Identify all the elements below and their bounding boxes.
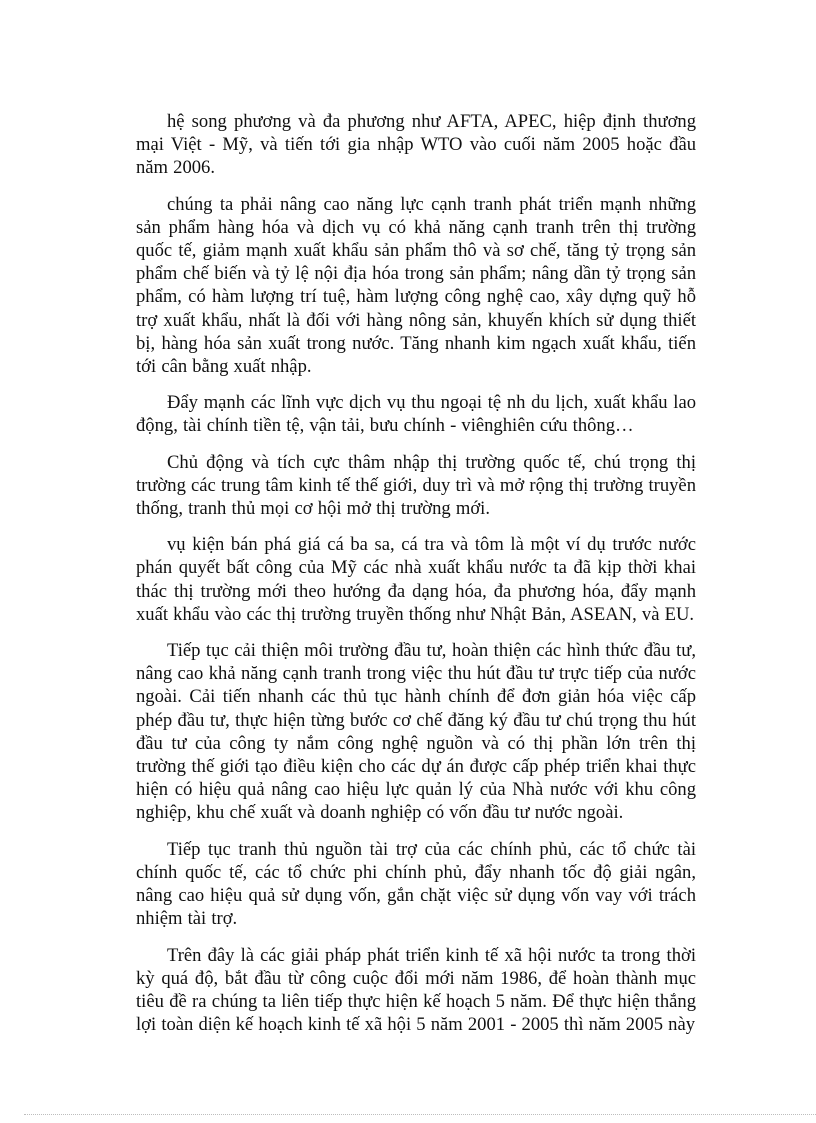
paragraph-services: Đẩy mạnh các lĩnh vực dịch vụ thu ngoại tệ nh du lịch, xuất khẩu lao động, tài chính tiền tệ, vận tải, bưu chính - viênghiên cứu thông… [136,392,696,437]
paragraph-trade-agreements: hệ song phương và đa phương như AFTA, APEC, hiệp định thương mại Việt - Mỹ, và tiến tới gia nhập WTO vào cuối năm 2005 hoặc đầu năm 2006. [136,111,696,179]
paragraph-competitiveness: chúng ta phải nâng cao năng lực cạnh tranh phát triển mạnh những sản phẩm hàng hóa và dịch vụ có khả năng cạnh tranh trên thị trường quốc tế, giảm mạnh xuất khẩu sản phẩm thô và sơ chế, tăng tỷ trọng sản phẩm chế biến và tỷ lệ nội địa hóa trong sản phẩm; nâng dần tỷ trọng sản phẩm, có hàm lượng trí tuệ, hàm lượng công nghệ cao, xây dựng quỹ hỗ trợ xuất khẩu, nhất là đối với hàng nông sản, khuyến khích sử dụng thiết bị, hàng hóa sản xuất trong nước. Tăng nhanh kim ngạch xuất khẩu, tiến tới cân bằng xuất nhập. [136,193,696,378]
footer-divider [24,1114,816,1115]
paragraph-conclusion: Trên đây là các giải pháp phát triển kinh tế xã hội nước ta trong thời kỳ quá độ, bắt đầu từ công cuộc đổi mới năm 1986, để hoàn thành mục tiêu đề ra chúng ta liên tiếp thực hiện kế hoạch 5 năm. Để thực hiện thắng lợi toàn diện kế hoạch kinh tế xã hội 5 năm 2001 - 2005 thì năm 2005 này [136,944,696,1036]
paragraph-aid-funding: Tiếp tục tranh thủ nguồn tài trợ của các chính phủ, các tổ chức tài chính quốc tế, các tổ chức phi chính phủ, đẩy nhanh tốc độ giải ngân, nâng cao hiệu quả sử dụng vốn, gắn chặt việc sử dụng vốn vay với trách nhiệm tài trợ. [136,838,696,930]
paragraph-investment-environment: Tiếp tục cải thiện môi trường đầu tư, hoàn thiện các hình thức đầu tư, nâng cao khả năng cạnh tranh trong việc thu hút đầu tư trực tiếp của nước ngoài. Cải tiến nhanh các thủ tục hành chính để đơn giản hóa việc cấp phép đầu tư, thực hiện từng bước cơ chế đăng ký đầu tư chú trọng thu hút đầu tư của công ty nắm công nghệ nguồn và có thị phần lớn trên thị trường thế giới tạo điều kiện cho các dự án được cấp phép triển khai thực hiện có hiệu quả nâng cao hiệu lực quản lý của Nhà nước với khu công nghiệp, khu chế xuất và doanh nghiệp có vốn đầu tư nước ngoài. [136,640,696,824]
document-body [136,110,696,1049]
paragraph-antidumping-case: vụ kiện bán phá giá cá ba sa, cá tra và tôm là một ví dụ trước nước phán quyết bất công của Mỹ các nhà xuất khẩu nước ta đã kịp thời khai thác thị trường mới theo hướng đa dạng hóa, đa phương hóa, đẩy mạnh xuất khẩu vào các thị trường truyền thống như Nhật Bản, ASEAN, và EU. [136,534,696,625]
paragraph-market-penetration: Chủ động và tích cực thâm nhập thị trường quốc tế, chú trọng thị trường các trung tâm kinh tế thế giới, duy trì và mở rộng thị trường truyền thống, tranh thủ mọi cơ hội mở thị trường mới. [136,451,696,520]
